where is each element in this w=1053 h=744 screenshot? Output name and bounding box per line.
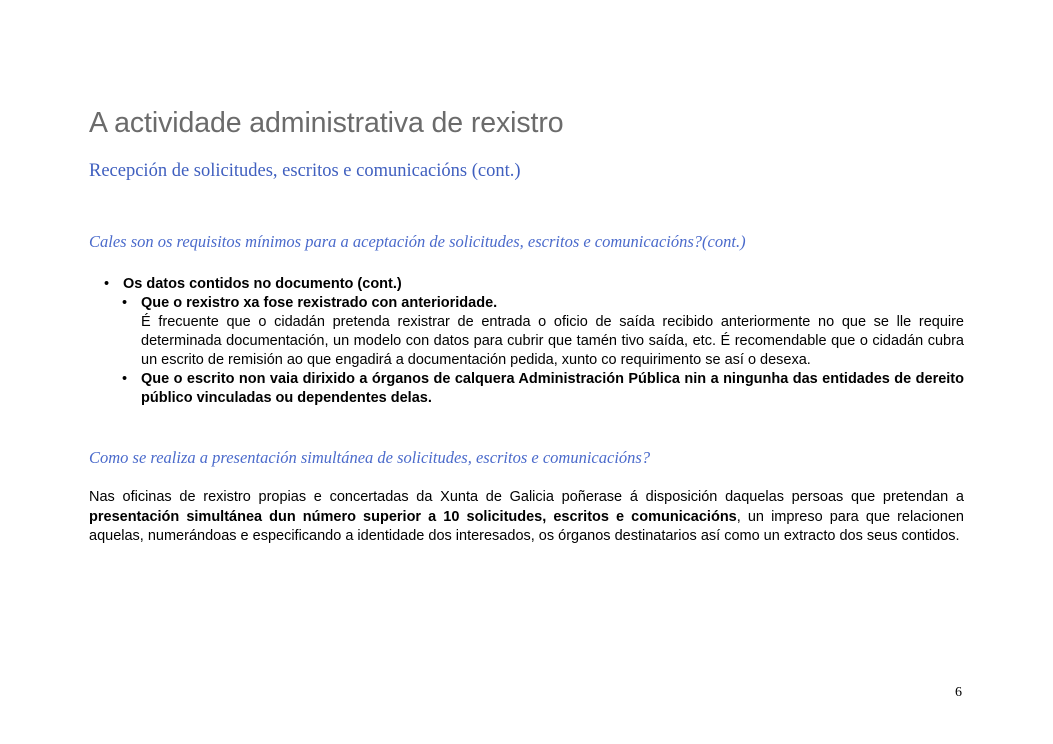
sub-list [122, 294, 964, 408]
bullet-marker: • [122, 371, 128, 387]
list-item-label: Os datos contidos no documento (cont.) [123, 276, 402, 292]
page-title: A actividade administrativa de rexistro [89, 107, 564, 139]
sub-item-title: Que o rexistro xa fose rexistrado con anterioridade. [141, 295, 498, 311]
paragraph-emphasis: presentación simultánea dun número superior a 10 solicitudes, escritos e comunicacións [89, 508, 737, 525]
page-number: 6 [955, 685, 962, 700]
bullet-marker: • [104, 276, 110, 292]
question-heading-requirements: Cales son os requisitos mínimos para a aceptación de solicitudes, escritos e comunicacións?(cont.) [89, 232, 746, 251]
sub-item-previously-registered [122, 294, 964, 370]
sub-item-not-addressed [122, 370, 964, 408]
sub-item-detail: É frecuente que o cidadán pretenda rexistrar de entrada o oficio de saída recibido anteriormente no que se lle require determinada documentación, un modelo con datos para cubrir que tamén tivo saída, etc. É recomendable que o cidadán cubra un escrito de remisión ao que engadirá a documentación pedida, xunto co requirimento se así o desexa. [141, 314, 964, 368]
requirements-list [104, 275, 964, 408]
bullet-marker: • [122, 295, 128, 311]
question-heading-simultaneous: Como se realiza a presentación simultánea de solicitudes, escritos e comunicacións? [89, 448, 651, 467]
list-item-document-data [104, 275, 964, 294]
page-subtitle: Recepción de solicitudes, escritos e comunicacións (cont.) [89, 161, 521, 181]
simultaneous-presentation-paragraph [89, 488, 964, 547]
sub-item-title: Que o escrito non vaia dirixido a órganos de calquera Administración Pública nin a ningunha das entidades de dereito público vinculadas ou dependentes delas. [141, 371, 964, 406]
paragraph-text: Nas oficinas de rexistro propias e concertadas da Xunta de Galicia poñerase á disposición daquelas persoas que pretendan a [89, 489, 964, 505]
paragraph-text: , un impreso para que relacionen aquelas, numerándoas e especificando a identidade dos interesados, os órganos destinatarios así como un extracto dos seus contidos. [89, 508, 964, 544]
